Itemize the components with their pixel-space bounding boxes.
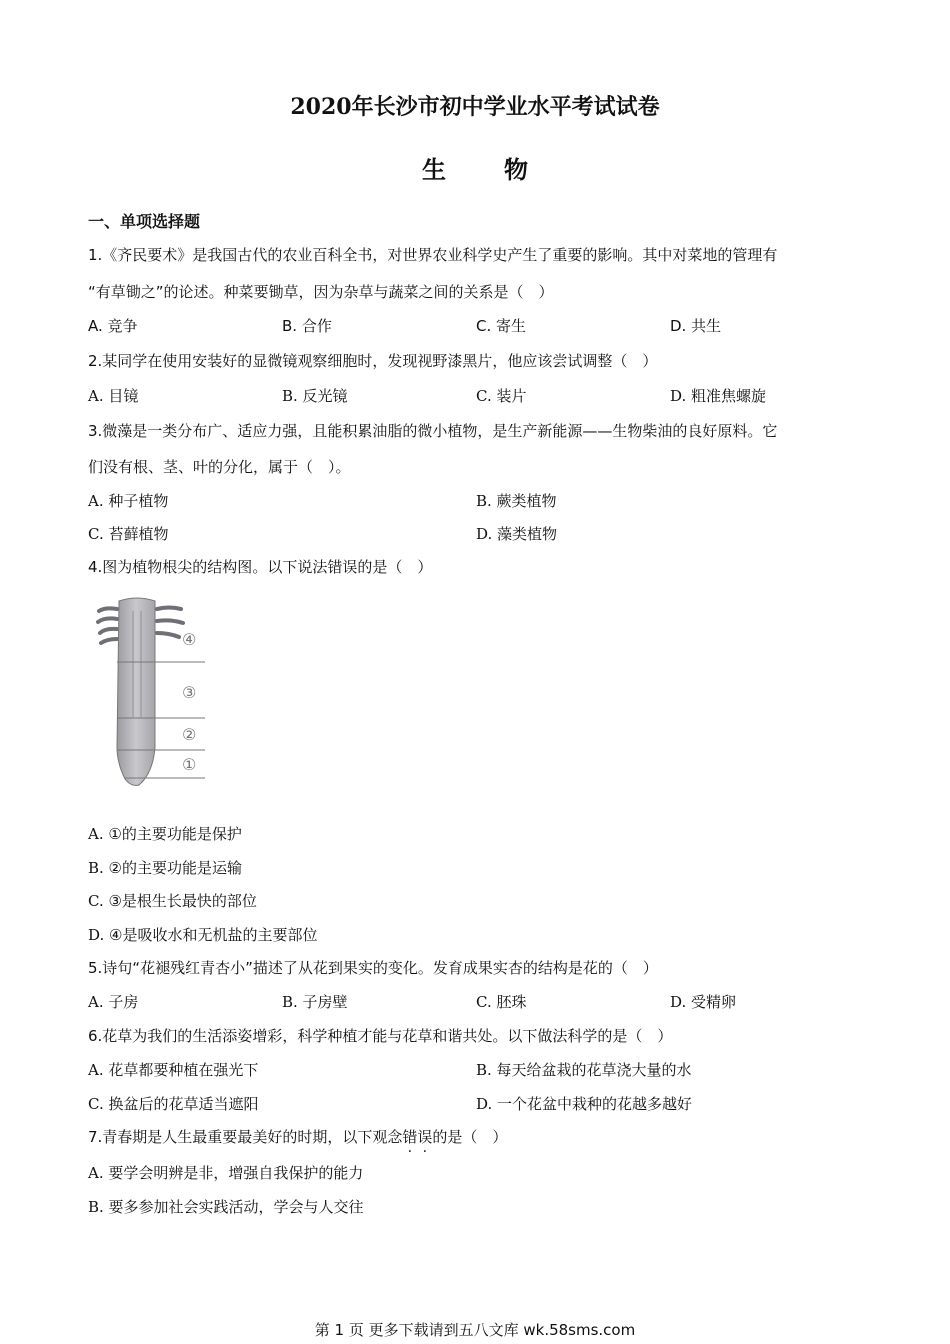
q5-option-d[interactable]: D. 受精卵 [670,993,737,1011]
q6-text: 6.花草为我们的生活添姿增彩，科学种植才能与花草和谐共处。以下做法科学的是（ ） [88,1027,673,1045]
q1-option-a[interactable]: A. 竞争 [88,317,138,335]
section-heading: 一、单项选择题 [88,212,201,231]
q2-option-c[interactable]: C. 装片 [476,387,527,405]
q1-line1: 1.《齐民要术》是我国古代的农业百科全书，对世界农业科学史产生了重要的影响。其中对菜地的管理有 [88,246,778,264]
q2-option-d[interactable]: D. 粗准焦螺旋 [670,387,767,405]
q2-option-b[interactable]: B. 反光镜 [282,387,348,405]
figure-label-4: ④ [182,630,197,649]
q2-text: 2.某同学在使用安装好的显微镜观察细胞时，发现视野漆黑片，他应该尝试调整（ ） [88,352,658,370]
q7-emphasis-1: 错 [402,1128,418,1146]
figure-label-1: ① [182,755,197,774]
exam-title: 2020年长沙市初中学业水平考试试卷 [290,94,660,120]
q7-emphasis-2: 误 [417,1128,433,1146]
q4-text: 4.图为植物根尖的结构图。以下说法错误的是（ ） [88,558,433,576]
q6-option-d[interactable]: D. 一个花盆中栽种的花越多越好 [476,1095,693,1113]
q7-option-a[interactable]: A. 要学会明辨是非，增强自我保护的能力 [88,1164,364,1182]
q6-option-a[interactable]: A. 花草都要种植在强光下 [88,1061,259,1079]
root-tip-figure [95,597,215,789]
q5-text: 5.诗句“花褪残红青杏小”描述了从花到果实的变化。发育成果实杏的结构是花的（ ） [88,959,658,977]
q6-option-b[interactable]: B. 每天给盆栽的花草浇大量的水 [476,1061,692,1079]
q4-option-a[interactable]: A. ①的主要功能是保护 [88,825,242,843]
q1-option-b[interactable]: B. 合作 [282,317,332,335]
q3-line1: 3.微藻是一类分布广、适应力强，且能积累油脂的微小植物，是生产新能源——生物柴油的良好原料。它 [88,422,778,440]
q3-option-c[interactable]: C. 苔藓植物 [88,525,169,543]
q1-option-d[interactable]: D. 共生 [670,317,722,335]
q1-option-c[interactable]: C. 寄生 [476,317,527,335]
q4-option-c[interactable]: C. ③是根生长最快的部位 [88,892,257,910]
q4-option-d[interactable]: D. ④是吸收水和无机盐的主要部位 [88,926,318,944]
q6-option-c[interactable]: C. 换盆后的花草适当遮阳 [88,1095,259,1113]
q2-option-a[interactable]: A. 目镜 [88,387,139,405]
q4-option-b[interactable]: B. ②的主要功能是运输 [88,859,243,877]
q3-option-b[interactable]: B. 蕨类植物 [476,492,557,510]
root-body [117,598,155,785]
q7-text: 7.青春期是人生最重要最美好的时期，以下观念错误的是（ ） [88,1128,508,1146]
q5-option-c[interactable]: C. 胚珠 [476,993,527,1011]
q3-line2: 们没有根、茎、叶的分化，属于（ ）。 [88,458,351,476]
q7-option-b[interactable]: B. 要多参加社会实践活动，学会与人交往 [88,1198,364,1216]
q5-option-b[interactable]: B. 子房壁 [282,993,348,1011]
figure-label-3: ③ [182,683,197,702]
q5-option-a[interactable]: A. 子房 [88,993,139,1011]
page-footer: 第 1 页 更多下载请到五八文库 wk.58sms.com [314,1321,636,1339]
q1-line2: “有草锄之”的论述。种菜要锄草，因为杂草与蔬菜之间的关系是（ ） [88,283,554,301]
q3-option-d[interactable]: D. 藻类植物 [476,525,558,543]
figure-label-2: ② [182,725,197,744]
subject-title: 生物 [422,155,586,184]
q3-option-a[interactable]: A. 种子植物 [88,492,169,510]
